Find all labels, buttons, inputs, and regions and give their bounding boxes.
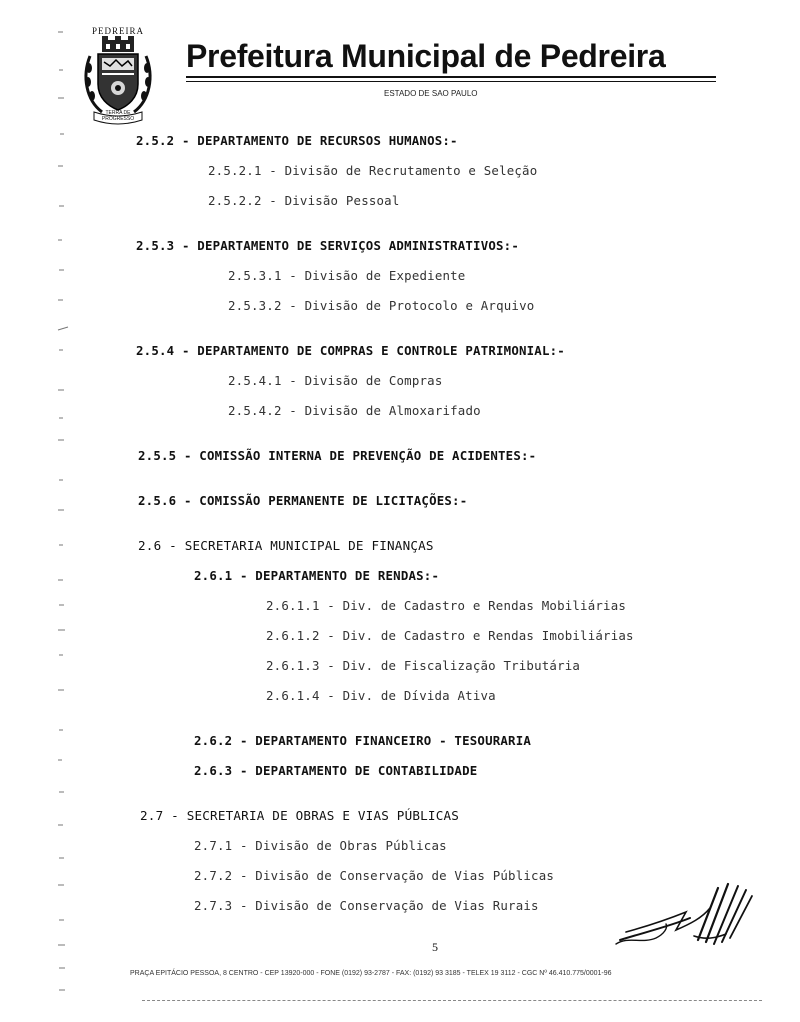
margin-scan-marks	[56, 30, 72, 1000]
subsection-item: 2.5.2.1 - Divisão de Recrutamento e Seleção	[208, 163, 538, 178]
crest-word: PEDREIRA	[92, 26, 145, 36]
section-heading: 2.5.5 - COMISSÃO INTERNA DE PREVENÇÃO DE ACIDENTES:-	[138, 448, 537, 463]
page-subtitle: ESTADO DE SAO PAULO	[384, 89, 478, 98]
section-heading: 2.6.2 - DEPARTAMENTO FINANCEIRO - TESOURARIA	[194, 733, 532, 748]
section-heading: 2.6.1 - DEPARTAMENTO DE RENDAS:-	[194, 568, 440, 583]
section-heading: 2.5.3 - DEPARTAMENTO DE SERVIÇOS ADMINISTRATIVOS:-	[136, 238, 519, 253]
subsection-item: 2.7.3 - Divisão de Conservação de Vias Rurais	[194, 898, 539, 913]
page-number: 5	[432, 940, 438, 954]
subsection-item: 2.5.3.2 - Divisão de Protocolo e Arquivo	[228, 298, 535, 313]
subsection-item: 2.6.1.3 - Div. de Fiscalização Tributária	[266, 658, 581, 673]
section-heading: 2.5.2 - DEPARTAMENTO DE RECURSOS HUMANOS:-	[136, 133, 458, 148]
footer-rule	[142, 1000, 762, 1001]
subsection-item: 2.6.1.2 - Div. de Cadastro e Rendas Imobiliárias	[266, 628, 634, 643]
page-title: Prefeitura Municipal de Pedreira	[186, 38, 666, 74]
section-heading: 2.5.4 - DEPARTAMENTO DE COMPRAS E CONTROLE PATRIMONIAL:-	[136, 343, 565, 358]
header-rule-thin	[186, 81, 716, 82]
subsection-item: 2.5.4.1 - Divisão de Compras	[228, 373, 443, 388]
subsection-item: 2.5.2.2 - Divisão Pessoal	[208, 193, 400, 208]
municipal-crest	[82, 28, 154, 128]
crest-motto: TERRA DE PROGRESSO	[101, 110, 135, 122]
handwritten-signature	[606, 878, 762, 952]
subsection-item: 2.5.4.2 - Divisão de Almoxarifado	[228, 403, 481, 418]
subsection-item: 2.6.1.4 - Div. de Dívida Ativa	[266, 688, 496, 703]
secretariat-heading: 2.6 - SECRETARIA MUNICIPAL DE FINANÇAS	[138, 538, 434, 553]
subsection-item: 2.7.1 - Divisão de Obras Públicas	[194, 838, 447, 853]
subsection-item: 2.5.3.1 - Divisão de Expediente	[228, 268, 466, 283]
subsection-item: 2.6.1.1 - Div. de Cadastro e Rendas Mobiliárias	[266, 598, 627, 613]
footer-address: PRAÇA EPITÁCIO PESSOA, 8 CENTRO - CEP 13920-000 - FONE (0192) 93-2787 - FAX: (0192) 93 3185 - TELEX 19 3112 - CGC Nº 46.410.775/0001-96	[130, 970, 612, 977]
secretariat-heading: 2.7 - SECRETARIA DE OBRAS E VIAS PÚBLICAS	[140, 808, 460, 823]
section-heading: 2.6.3 - DEPARTAMENTO DE CONTABILIDADE	[194, 763, 478, 778]
header-rule	[186, 76, 716, 78]
subsection-item: 2.7.2 - Divisão de Conservação de Vias Públicas	[194, 868, 555, 883]
section-heading: 2.5.6 - COMISSÃO PERMANENTE DE LICITAÇÕES:-	[138, 493, 468, 508]
